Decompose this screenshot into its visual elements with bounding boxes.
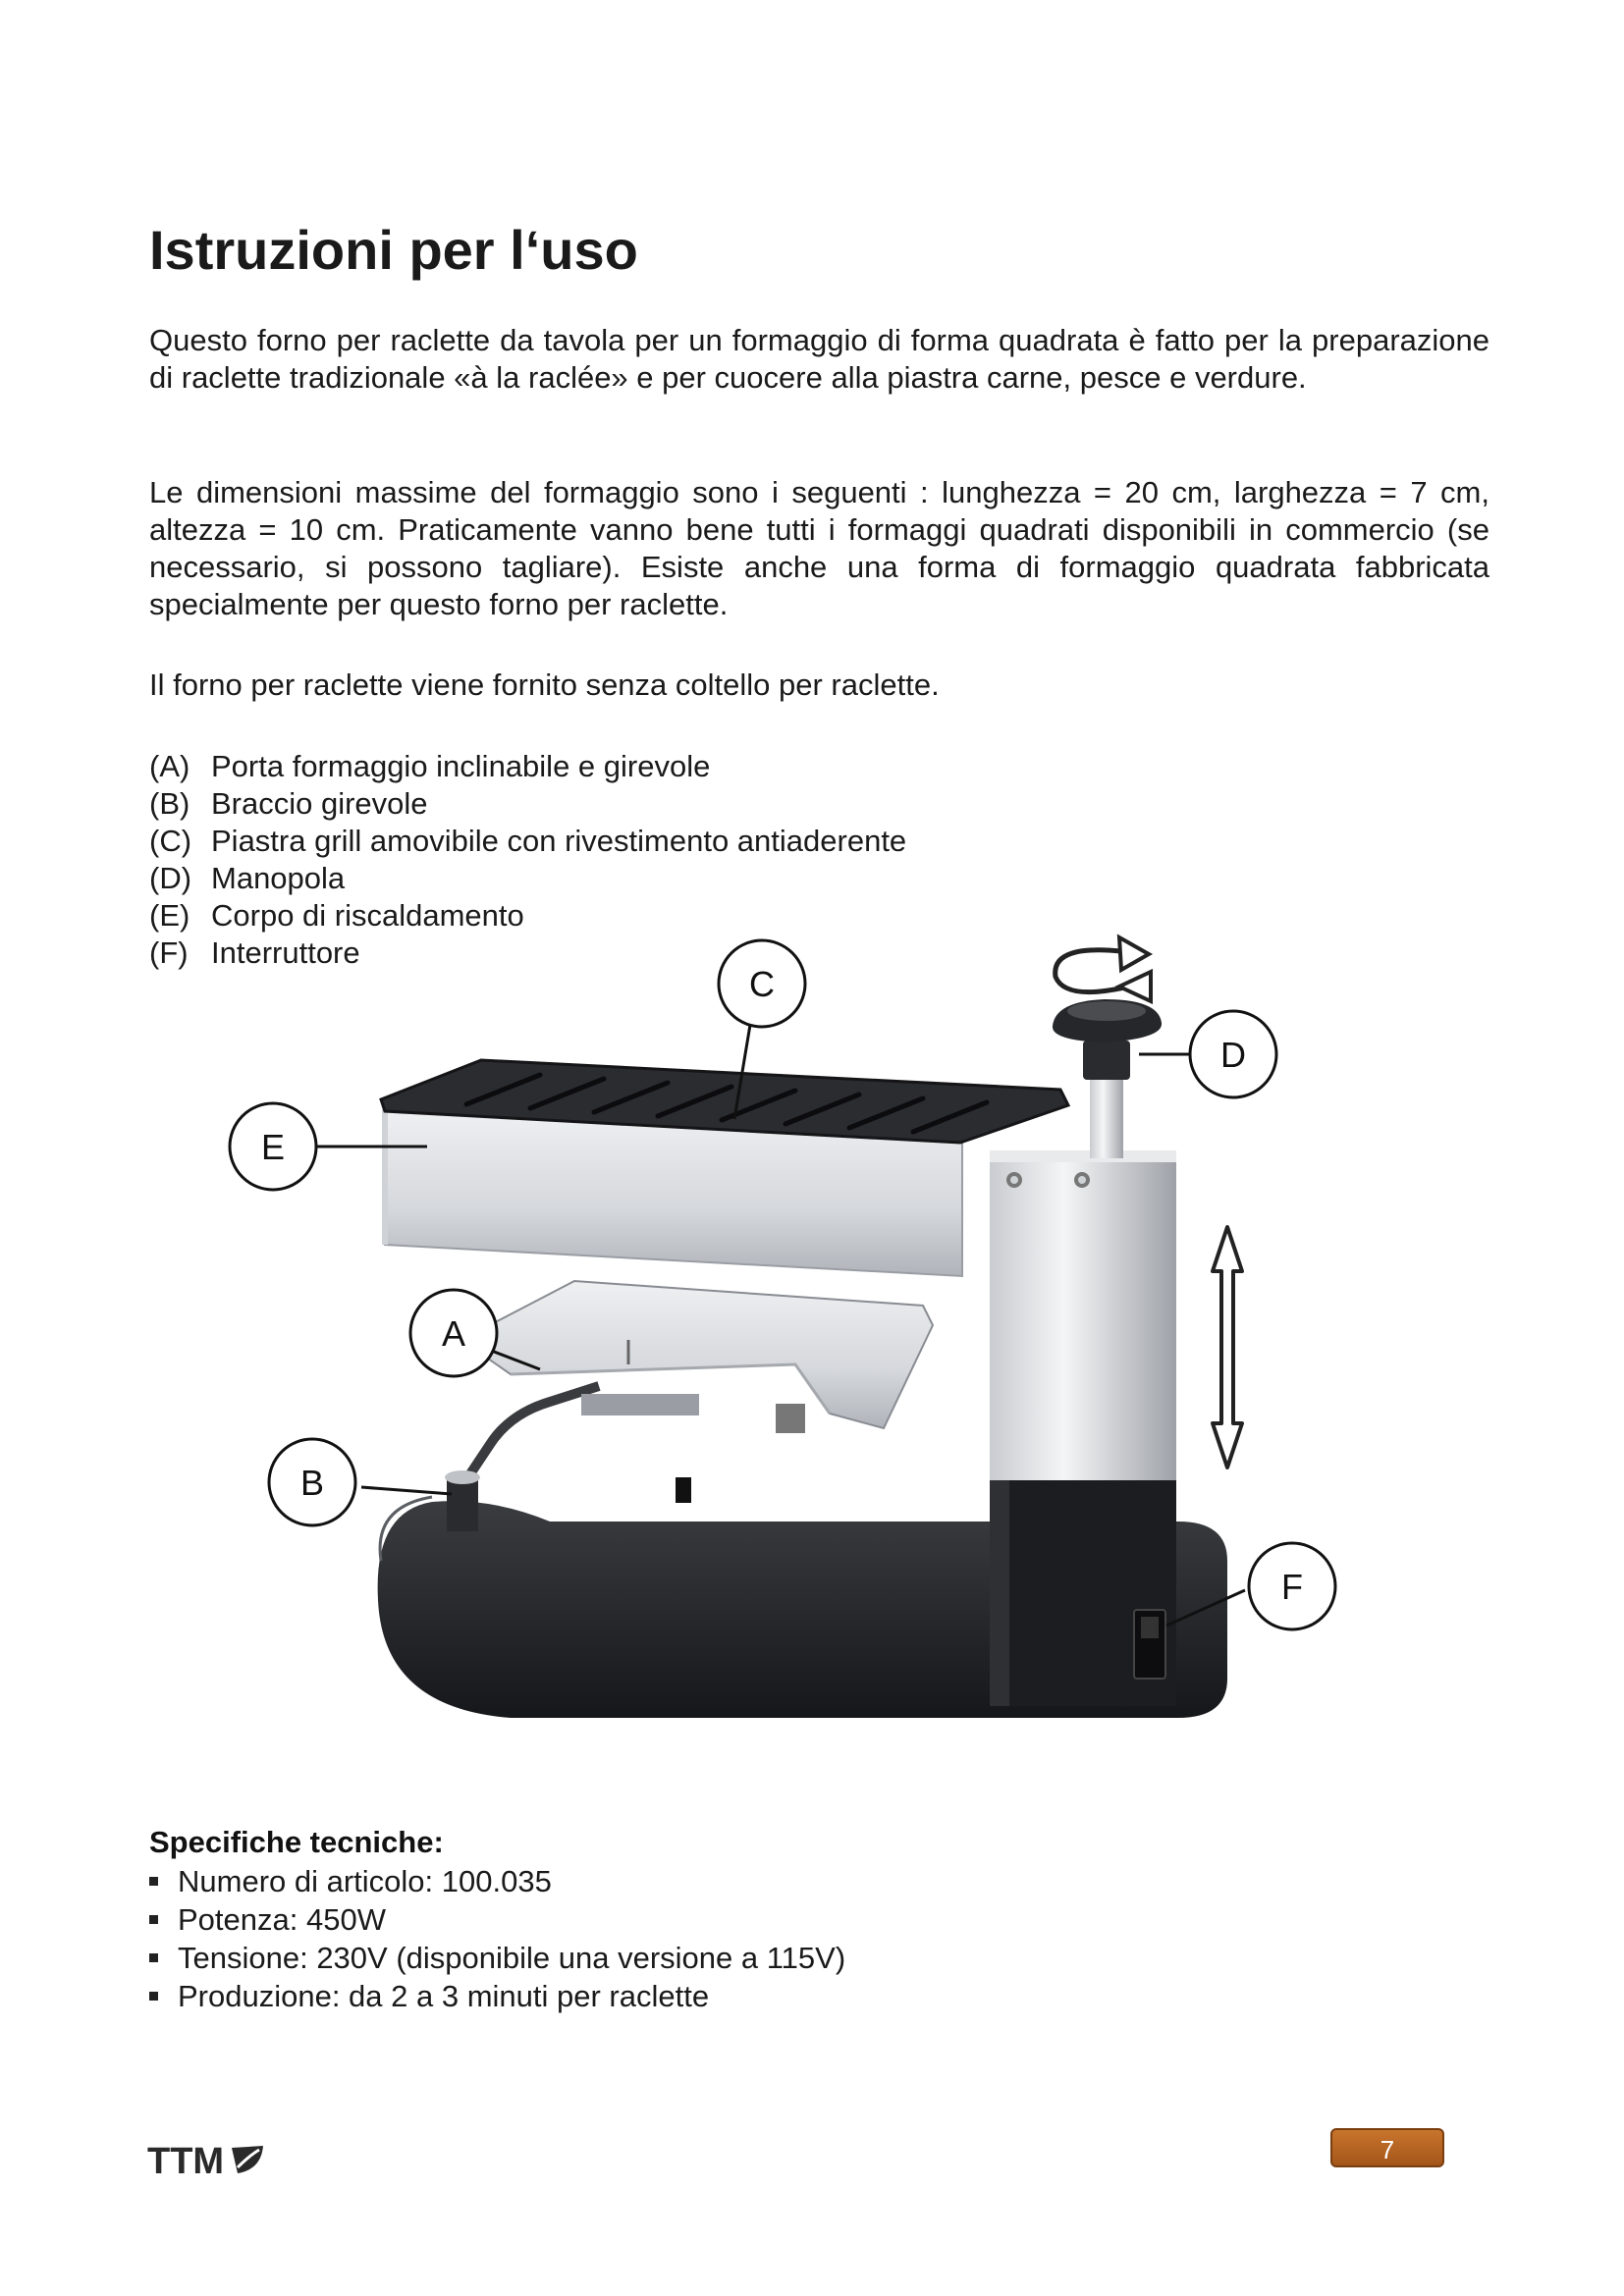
part-item-c bbox=[149, 823, 906, 860]
bullet-icon bbox=[149, 1953, 158, 1962]
callout-f-label: F bbox=[1281, 1567, 1303, 1607]
intro-paragraph: Questo forno per raclette da tavola per un formaggio di forma quadrata è fatto per la preparazione di raclette tradizionale «à la raclée» e per cuocere alla piastra carne, pesce e verdure. bbox=[149, 323, 1489, 395]
part-letter: (F) bbox=[149, 935, 189, 970]
specs-heading: Specifiche tecniche: bbox=[149, 1825, 444, 1859]
spec-text: Numero di articolo: 100.035 bbox=[178, 1864, 552, 1898]
part-letter: (A) bbox=[149, 749, 190, 783]
part-item-b bbox=[149, 785, 906, 823]
page-number: 7 bbox=[1380, 2135, 1395, 2164]
part-label: Interruttore bbox=[211, 935, 360, 970]
part-item-d bbox=[149, 860, 906, 897]
ttm-logo bbox=[147, 2140, 275, 2179]
bullet-icon bbox=[149, 1992, 158, 2001]
callout-a-label: A bbox=[441, 1313, 466, 1354]
page-number-badge bbox=[1330, 2128, 1444, 2167]
dimensions-paragraph: Le dimensioni massime del formaggio sono i seguenti : lunghezza = 20 cm, larghezza = 7 cm, altezza = 10 cm. Praticamente vanno bene tutti i formaggi quadrati disponibili in commercio (se necessario, si possono tagliare). Esiste anche una forma di formaggio quadrata fabbricata specialmente per questo forno per raclette. bbox=[149, 475, 1489, 621]
part-letter: (C) bbox=[149, 824, 192, 858]
bullet-icon bbox=[149, 1877, 158, 1886]
callout-e-label: E bbox=[260, 1127, 286, 1167]
spec-text: Tensione: 230V (disponibile una versione a 115V) bbox=[178, 1941, 846, 1975]
part-label: Braccio girevole bbox=[211, 786, 428, 821]
part-letter: (B) bbox=[149, 786, 190, 821]
part-label: Piastra grill amovibile con rivestimento antiaderente bbox=[211, 824, 907, 858]
spec-item bbox=[149, 1862, 845, 1900]
spec-item bbox=[149, 1900, 845, 1939]
part-label: Manopola bbox=[211, 861, 346, 895]
spec-item bbox=[149, 1939, 845, 1977]
bullet-icon bbox=[149, 1915, 158, 1924]
specs-list bbox=[149, 1862, 845, 2015]
callout-c-label: C bbox=[749, 964, 775, 1004]
raclette-oven-illustration bbox=[137, 933, 1355, 1826]
knife-note-paragraph: Il forno per raclette viene fornito senza coltello per raclette. bbox=[149, 667, 940, 702]
part-label: Porta formaggio inclinabile e girevole bbox=[211, 749, 711, 783]
column-upper bbox=[990, 1150, 1176, 1480]
part-label: Corpo di riscaldamento bbox=[211, 898, 524, 933]
part-letter: (E) bbox=[149, 898, 190, 933]
spec-text: Produzione: da 2 a 3 minuti per raclette bbox=[178, 1979, 710, 2013]
spec-text: Potenza: 450W bbox=[178, 1902, 386, 1937]
logo-text: TTM bbox=[147, 2141, 225, 2179]
part-letter: (D) bbox=[149, 861, 192, 895]
part-item-a bbox=[149, 748, 906, 785]
part-item-e bbox=[149, 897, 906, 934]
swivel-arm bbox=[461, 1386, 599, 1487]
pivot-post bbox=[447, 1477, 478, 1531]
callout-b-label: B bbox=[299, 1463, 325, 1503]
spec-item bbox=[149, 1977, 845, 2015]
page-title: Istruzioni per l‘uso bbox=[149, 219, 638, 281]
height-arrow-icon bbox=[1213, 1227, 1242, 1468]
callout-d-label: D bbox=[1220, 1035, 1246, 1075]
